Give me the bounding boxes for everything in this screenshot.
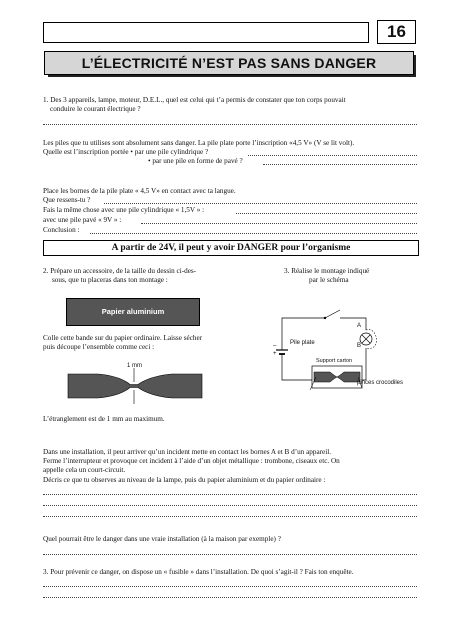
answer-line[interactable] <box>43 124 417 125</box>
page-number: 16 <box>377 20 416 44</box>
label-support-carton: Support carton <box>316 358 353 364</box>
answer-line[interactable] <box>104 203 417 204</box>
tongue-line5: Conclusion : <box>43 226 80 234</box>
q2-line2: sous, que tu placeras dans ton montage : <box>52 276 168 284</box>
answer-line[interactable] <box>43 494 417 495</box>
label-pile-plate: Pile plate <box>290 340 315 346</box>
label-pinces: pinces crocodiles <box>357 380 404 386</box>
tongue-line3: Fais la même chose avec une pile cylindrique « 1,5V » : <box>43 206 205 214</box>
wire-bottom-left <box>282 354 312 380</box>
answer-line[interactable] <box>141 223 417 224</box>
q2-glue2: puis découpe l’ensemble comme ceci : <box>43 343 155 351</box>
wire-top-right <box>340 318 366 330</box>
answer-line[interactable] <box>43 516 417 517</box>
answer-line[interactable] <box>90 233 417 234</box>
installation-line3: appelle cela un court-circuit. <box>43 466 126 474</box>
q3-line1: 3. Réalise le montage indiqué <box>284 267 370 275</box>
tongue-line4: avec une pile pavé « 9V » : <box>43 216 122 224</box>
piles-line3: • par une pile en forme de pavé ? <box>148 157 243 165</box>
aluminium-strip: Papier aluminium <box>66 298 200 326</box>
installation-line1: Dans une installation, il peut arriver qu’un incident mette en contact les bornes A et B d’un appareil. <box>43 448 332 456</box>
page-title: L’ÉLECTRICITÉ N’EST PAS SANS DANGER <box>44 51 414 75</box>
answer-line[interactable] <box>248 155 417 156</box>
label-b: B <box>357 343 362 349</box>
q2-line1: 2. Prépare un accessoire, de la taille du dessin ci-des- <box>43 267 197 275</box>
mm-label: 1 mm <box>127 363 142 369</box>
switch-icon <box>325 310 340 318</box>
tongue-line2: Que ressens-tu ? <box>43 196 91 204</box>
q2-glue1: Colle cette bande sur du papier ordinaire. Laisse sécher <box>43 334 203 342</box>
danger-banner: A partir de 24V, il peut y avoir DANGER pour l’organisme <box>43 240 419 256</box>
header-box <box>43 22 369 43</box>
answer-line[interactable] <box>43 586 417 587</box>
piles-line1: Les piles que tu utilises sont absolument sans danger. La pile plate porte l’inscription «4,5 V» (V se lit volt). <box>43 139 355 147</box>
answer-line[interactable] <box>263 164 417 165</box>
answer-line[interactable] <box>43 505 417 506</box>
q3-line2: par le schéma <box>309 276 349 284</box>
piles-line2: Quelle est l’inscription portée • par une pile cylindrique ? <box>43 148 209 156</box>
installation-line4: Décris ce que tu observes au niveau de la lampe, puis du papier aluminium et du papier ordinaire : <box>43 476 326 484</box>
q1-line2: conduire le courant électrique ? <box>50 105 141 113</box>
cut-strip-shape <box>68 374 202 398</box>
q1-line1: 1. Des 3 appareils, lampe, moteur, D.E.L., quel est celui qui t’a permis de constater que ton corps pouvait <box>43 96 346 104</box>
switch-pivot <box>324 317 326 319</box>
cut-strip-drawing <box>60 366 210 406</box>
label-plus: + <box>273 351 277 357</box>
installation-line2: Ferme l’interrupteur et provoque cet incident à l’aide d’un objet métallique : trombone, ciseaux etc. On <box>43 457 340 465</box>
q4-line: 3. Pour prévenir ce danger, on dispose un « fusible » dans l’installation. De quoi s’agit-il ? Fais ton enquête. <box>43 568 354 576</box>
answer-line[interactable] <box>43 597 417 598</box>
answer-line[interactable] <box>236 213 417 214</box>
q2-narrow: L’étranglement est de 1 mm au maximum. <box>43 415 165 423</box>
danger-question: Quel pourrait être le danger dans une vraie installation (à la maison par exemple) ? <box>43 535 281 543</box>
label-minus: – <box>273 343 277 349</box>
tongue-line1: Place les bornes de la pile plate « 4,5 V» en contact avec ta langue. <box>43 187 236 195</box>
label-a: A <box>357 323 362 329</box>
answer-line[interactable] <box>43 554 417 555</box>
